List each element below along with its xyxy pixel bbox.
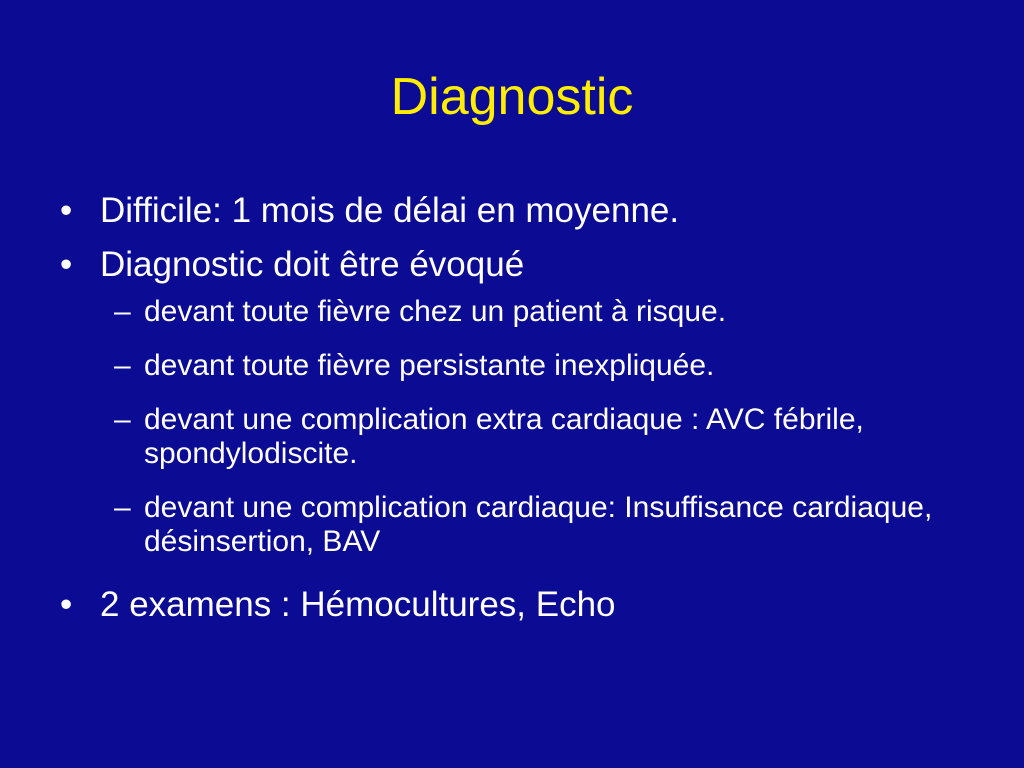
sub-bullet-item: [58, 403, 978, 471]
sub-bullet-text: devant toute fièvre persistante inexpliquée.: [144, 349, 715, 382]
sub-bullet-item: [58, 349, 978, 383]
bullet-marker: •: [60, 191, 73, 230]
sub-bullet-item: [58, 295, 978, 329]
sub-bullet-marker: –: [114, 491, 131, 524]
slide-title: Diagnostic: [390, 68, 634, 126]
bullet-text: 2 examens : Hémocultures, Echo: [100, 585, 616, 624]
bullet-text: Difficile: 1 mois de délai en moyenne.: [100, 191, 680, 230]
bullet-item: [58, 241, 978, 289]
sub-bullet-text: devant une complication extra cardiaque : AVC fébrile, spondylodiscite.: [144, 403, 864, 470]
sub-bullet-marker: –: [114, 295, 131, 328]
bullet-marker: •: [60, 585, 73, 624]
bullet-item: [58, 581, 978, 629]
bullet-text: Diagnostic doit être évoqué: [100, 245, 525, 284]
bullet-marker: •: [60, 245, 73, 284]
sub-bullet-item: [58, 491, 978, 559]
sub-bullet-marker: –: [114, 403, 131, 436]
sub-bullet-text: devant une complication cardiaque: Insuffisance cardiaque, désinsertion, BAV: [144, 491, 933, 558]
sub-bullet-text: devant toute fièvre chez un patient à risque.: [144, 295, 727, 328]
sub-bullet-marker: –: [114, 349, 131, 382]
slide-content: [58, 187, 978, 635]
bullet-item: [58, 187, 978, 235]
